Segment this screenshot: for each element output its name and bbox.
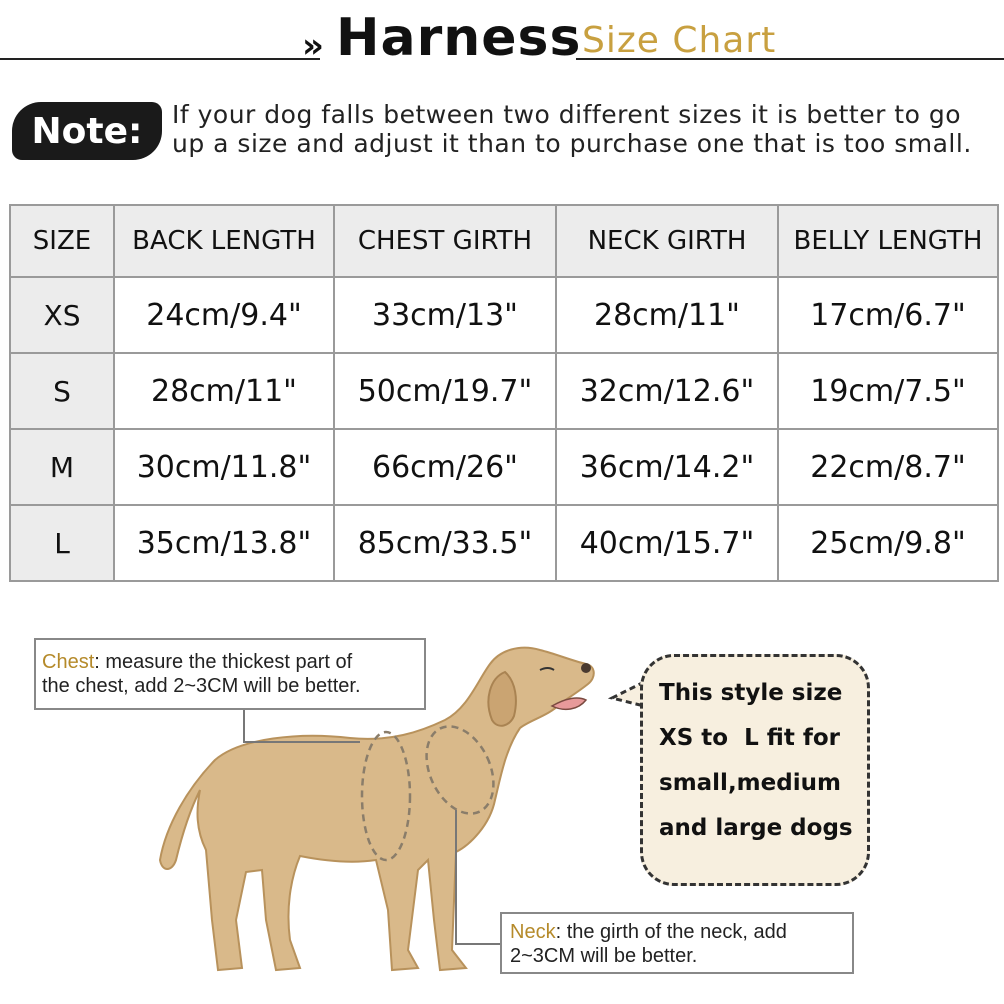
size-cell: S [10,353,114,429]
neck-callout [500,912,854,974]
table-row [10,429,998,505]
back-length-cell: 35cm/13.8" [114,505,334,581]
size-cell: M [10,429,114,505]
size-cell: L [10,505,114,581]
size-cell: XS [10,277,114,353]
table-row [10,277,998,353]
neck-girth-cell: 40cm/15.7" [556,505,778,581]
chest-text-1: : measure the thickest part of [94,651,353,673]
belly-length-cell: 19cm/7.5" [778,353,998,429]
bubble-line-2: XS to L fit for [659,725,840,751]
bubble-line-4: and large dogs [659,815,853,841]
chest-girth-cell: 85cm/33.5" [334,505,556,581]
chest-label: Chest [42,651,95,673]
chest-girth-cell: 33cm/13" [334,277,556,353]
neck-girth-cell: 36cm/14.2" [556,429,778,505]
neck-label: Neck [510,921,556,943]
bubble-line-1: This style size [659,680,843,706]
header-neck-girth: NECK GIRTH [556,205,778,277]
note-line-1: If your dog falls between two different sizes it is better to go [172,100,962,129]
fit-info-bubble [640,654,870,886]
back-length-cell: 28cm/11" [114,353,334,429]
table-row [10,505,998,581]
note-text [172,100,1000,158]
bubble-line-3: small,medium [659,770,841,796]
header-belly-length: BELLY LENGTH [778,205,998,277]
table-header-row [10,205,998,277]
back-length-cell: 30cm/11.8" [114,429,334,505]
neck-text-1: : the girth of the neck, add [555,921,787,943]
neck-girth-cell: 28cm/11" [556,277,778,353]
header-rule-left [0,58,320,60]
header-size: SIZE [10,205,114,277]
header-chest-girth: CHEST GIRTH [334,205,556,277]
header-back-length: BACK LENGTH [114,205,334,277]
chest-callout [34,638,426,710]
table-row [10,353,998,429]
double-chevron-icon: » [302,26,318,66]
page-subtitle: Size Chart [582,20,777,61]
belly-length-cell: 17cm/6.7" [778,277,998,353]
chest-girth-cell: 66cm/26" [334,429,556,505]
note-badge: Note: [12,102,162,160]
belly-length-cell: 22cm/8.7" [778,429,998,505]
page-title: Harness [336,8,582,68]
neck-girth-cell: 32cm/12.6" [556,353,778,429]
neck-text-2: 2~3CM will be better. [510,945,698,967]
size-chart-table [9,204,999,582]
chest-girth-cell: 50cm/19.7" [334,353,556,429]
belly-length-cell: 25cm/9.8" [778,505,998,581]
chest-text-2: the chest, add 2~3CM will be better. [42,675,361,697]
note-line-2: up a size and adjust it than to purchase one that is too small. [172,129,972,158]
dog-nose [581,663,591,673]
back-length-cell: 24cm/9.4" [114,277,334,353]
